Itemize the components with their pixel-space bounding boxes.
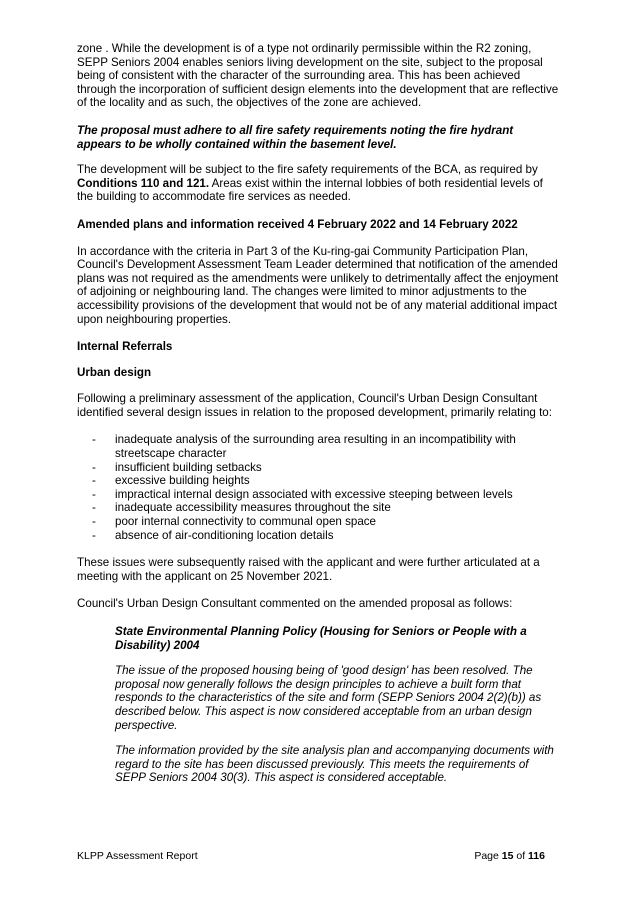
list-item: - inadequate analysis of the surrounding area resulting in an incompatibility with streetscape character — [92, 433, 516, 461]
conditions-ref: Conditions 110 and 121. — [77, 176, 210, 190]
list-item: - poor internal connectivity to communal open space — [92, 515, 377, 529]
quote-paragraph-2: The information provided by the site analysis plan and accompanying documents with regard to the site has been discussed previously. This meets the requirements of SEPP Seniors 2004 30(3). This aspect is considered acceptable. — [115, 744, 554, 785]
issues-raised-paragraph: These issues were subsequently raised with the applicant and were further articulated at a meeting with the applicant on 25 November 2021. — [77, 556, 540, 583]
zone-paragraph: zone . While the development is of a type not ordinarily permissible within the R2 zoning, SEPP Seniors 2004 enables seniors living development on the site, subject to the proposal being of consistent with the character of the surrounding area. This has been achieved through the incorporation of sufficient design elements into the development that are reflective of the locality and as such, the objectives of the zone are achieved. — [77, 42, 559, 110]
page-number: Page 15 of 116 — [474, 850, 545, 862]
quote-heading: State Environmental Planning Policy (Housing for Seniors or People with a Disability) 2004 — [115, 625, 527, 652]
fire-post-text: Areas exist within the internal lobbies of both residential levels of the building to accommodate fire services as needed. — [77, 176, 543, 204]
fire-pre-text: The development will be subject to the fire safety requirements of the BCA, as required by — [77, 163, 538, 177]
fire-safety-paragraph — [77, 163, 560, 204]
document-body — [77, 42, 560, 797]
list-item: - impractical internal design associated with excessive steeping between levels — [92, 487, 513, 501]
consultant-comment-intro: Council's Urban Design Consultant commented on the amended proposal as follows: — [77, 597, 513, 611]
consultant-quote — [115, 625, 560, 785]
fire-safety-heading: The proposal must adhere to all fire safety requirements noting the fire hydrant appears to be wholly contained within the basement level. — [77, 123, 514, 151]
amended-plans-paragraph: In accordance with the criteria in Part 3 of the Ku-ring-gai Community Participation Plan, Council's Development Assessment Team Leader determined that notification of the amended plans was not required as the amendments were unlikely to detrimentally affect the enjoyment of adjoining or neighbouring land. The changes were limited to minor adjustments to the accessibility provisions of the development that would not be of any material additional impact upon neighbouring properties. — [77, 244, 559, 326]
page-footer — [77, 850, 545, 864]
list-item: - absence of air-conditioning location details — [92, 528, 334, 542]
amended-plans-heading: Amended plans and information received 4 February 2022 and 14 February 2022 — [77, 217, 518, 231]
design-issues-list — [77, 433, 560, 542]
report-name: KLPP Assessment Report — [77, 850, 198, 862]
list-item: - excessive building heights — [92, 474, 250, 488]
urban-design-intro: Following a preliminary assessment of the application, Council's Urban Design Consultant identified several design issues in relation to the proposed development, primarily relating to: — [77, 392, 552, 419]
quote-paragraph-1: The issue of the proposed housing being of 'good design' has been resolved. The proposal now generally follows the design principles to achieve a built form that responds to the characteristics of the site and form (SEPP Seniors 2004 2(2)(b)) as described below. This aspect is now considered acceptable from an urban design perspective. — [115, 664, 542, 732]
list-item: - insufficient building setbacks — [92, 460, 262, 474]
urban-design-heading: Urban design — [77, 365, 152, 379]
internal-referrals-heading: Internal Referrals — [77, 340, 173, 354]
list-item: - inadequate accessibility measures throughout the site — [92, 501, 391, 515]
